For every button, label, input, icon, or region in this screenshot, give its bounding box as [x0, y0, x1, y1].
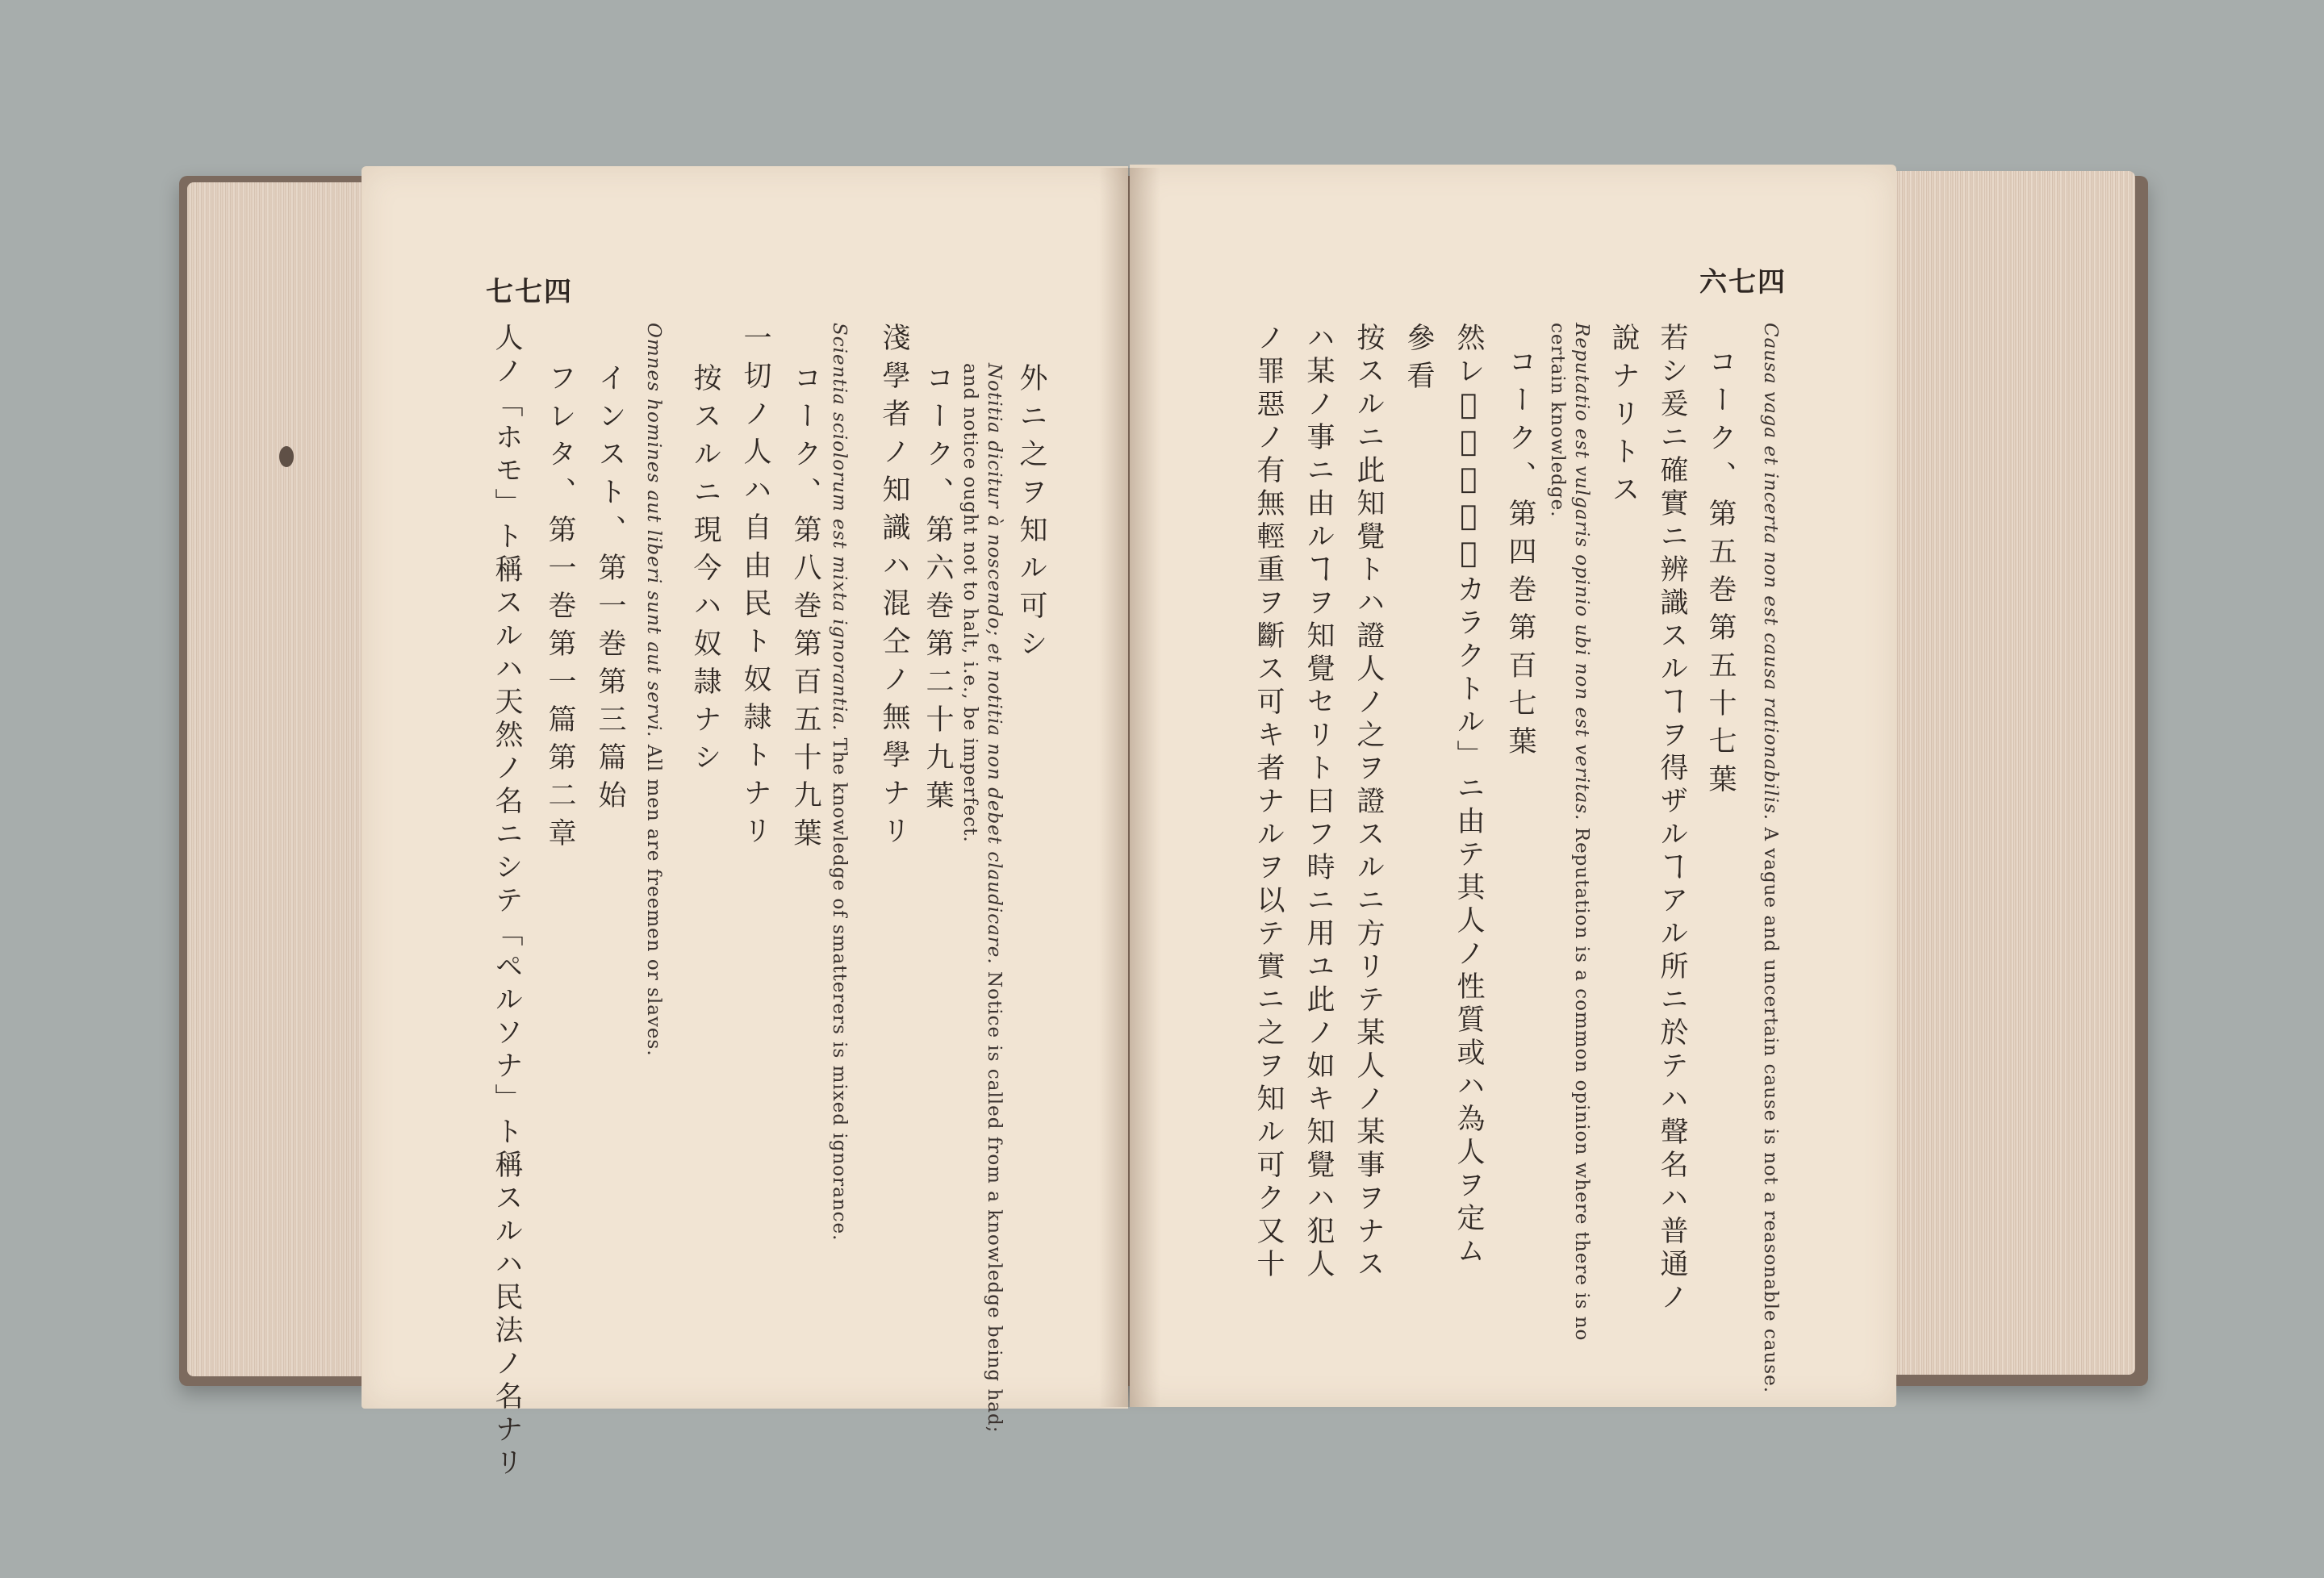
left-col-citation-1: コーク、第六巻第二十九葉 — [922, 363, 954, 818]
left-col-text-3: 按スルニ現今ハ奴隷ナシ — [689, 363, 721, 780]
left-page-number: 七七四 — [486, 276, 573, 308]
left-col-text-4: 人ノ「ホモ」ト稱スルハ天然ノ名ニシテ「ペルソナ」ト稱スルハ民法ノ名ナリ — [491, 323, 523, 1480]
binding-hole — [279, 446, 294, 467]
right-col-text-5: 按スルニ此知覺トハ證人ノ之ヲ證スルニ方リテ某人ノ某事ヲナス — [1352, 323, 1385, 1282]
left-col-heading: 外ニ之ヲ知ル可シ — [1015, 363, 1047, 666]
latin-maxim: Scientia sciolorum est mixta ignorantia. — [829, 323, 850, 732]
left-col-text-2: 一切ノ人ハ自由民ト奴隷トナリ — [739, 323, 771, 854]
latin-maxim: Omnes homines aut liberi sunt aut servi. — [643, 323, 664, 738]
left-col-latin-1 — [983, 363, 1005, 1433]
english-translation: A vague and uncertain cause is not a reasonable cause. — [1760, 827, 1781, 1394]
english-translation: All men are freemen or slaves. — [643, 744, 664, 1057]
right-col-text-7: ノ罪惡ノ有無輕重ヲ斷ス可キ者ナルヲ以テ實ニ之ヲ知ル可ク又十 — [1252, 323, 1285, 1282]
right-col-text-1: 若シ爰ニ確實ニ辨識スルヿヲ得ザルヿアル所ニ於テハ聲名ハ普通ノ — [1656, 323, 1688, 1315]
right-page-edges — [1893, 171, 2135, 1375]
right-col-citation-2: コーク、第四巻第百七葉 — [1504, 347, 1536, 764]
right-col-citation-1: コーク、第五巻第五十七葉 — [1704, 347, 1737, 802]
english-translation: The knowledge of smatterers is mixed ignorance. — [829, 737, 850, 1242]
left-col-text-1: 淺學者ノ知識ハ混仝ノ無學ナリ — [878, 323, 910, 854]
left-col-citation-2: コーク、第八巻第百五十九葉 — [789, 363, 821, 856]
left-page-edges — [187, 182, 379, 1376]
left-col-citation-4: フレタ、第一巻第一篇第二章 — [544, 363, 576, 856]
english-translation: Notice is called from a knowledge being had; — [984, 971, 1005, 1434]
right-col-english-2: certain knowledge. — [1547, 323, 1568, 518]
book-gutter — [1099, 168, 1160, 1407]
right-page-number: 六七四 — [1699, 266, 1787, 298]
right-col-latin-2 — [1570, 323, 1593, 1341]
left-col-latin-2 — [828, 323, 851, 1241]
left-col-citation-3: インスト、第一巻第三篇始 — [594, 363, 626, 818]
right-col-text-2: 說ナリトス — [1607, 323, 1640, 512]
right-col-latin-1 — [1759, 323, 1782, 1393]
right-col-text-6: ハ某ノ事ニ由ルヿヲ知覺セリト曰フ時ニ用ユ此ノ如キ知覺ハ犯人 — [1302, 323, 1335, 1282]
latin-maxim: Causa vaga et incerta non est causa rationabilis. — [1760, 323, 1781, 821]
right-col-text-4: 參看 — [1402, 323, 1435, 399]
english-translation: Reputation is a common opinion where there is no — [1571, 827, 1592, 1342]
left-col-latin-3 — [642, 323, 665, 1057]
left-col-english-1: and notice ought not to halt, i.e., be imperfect. — [959, 363, 980, 843]
latin-maxim: Reputatio est vulgaris opinio ubi non est veritas. — [1571, 323, 1592, 821]
right-col-text-3: 然レ𪜈此字書「カラクトル」ニ由テ其人ノ性質或ハ為人ヲ定ム — [1452, 323, 1485, 1269]
latin-maxim: Notitia dicitur à noscendo; et notitia non debet claudicare. — [984, 363, 1005, 965]
